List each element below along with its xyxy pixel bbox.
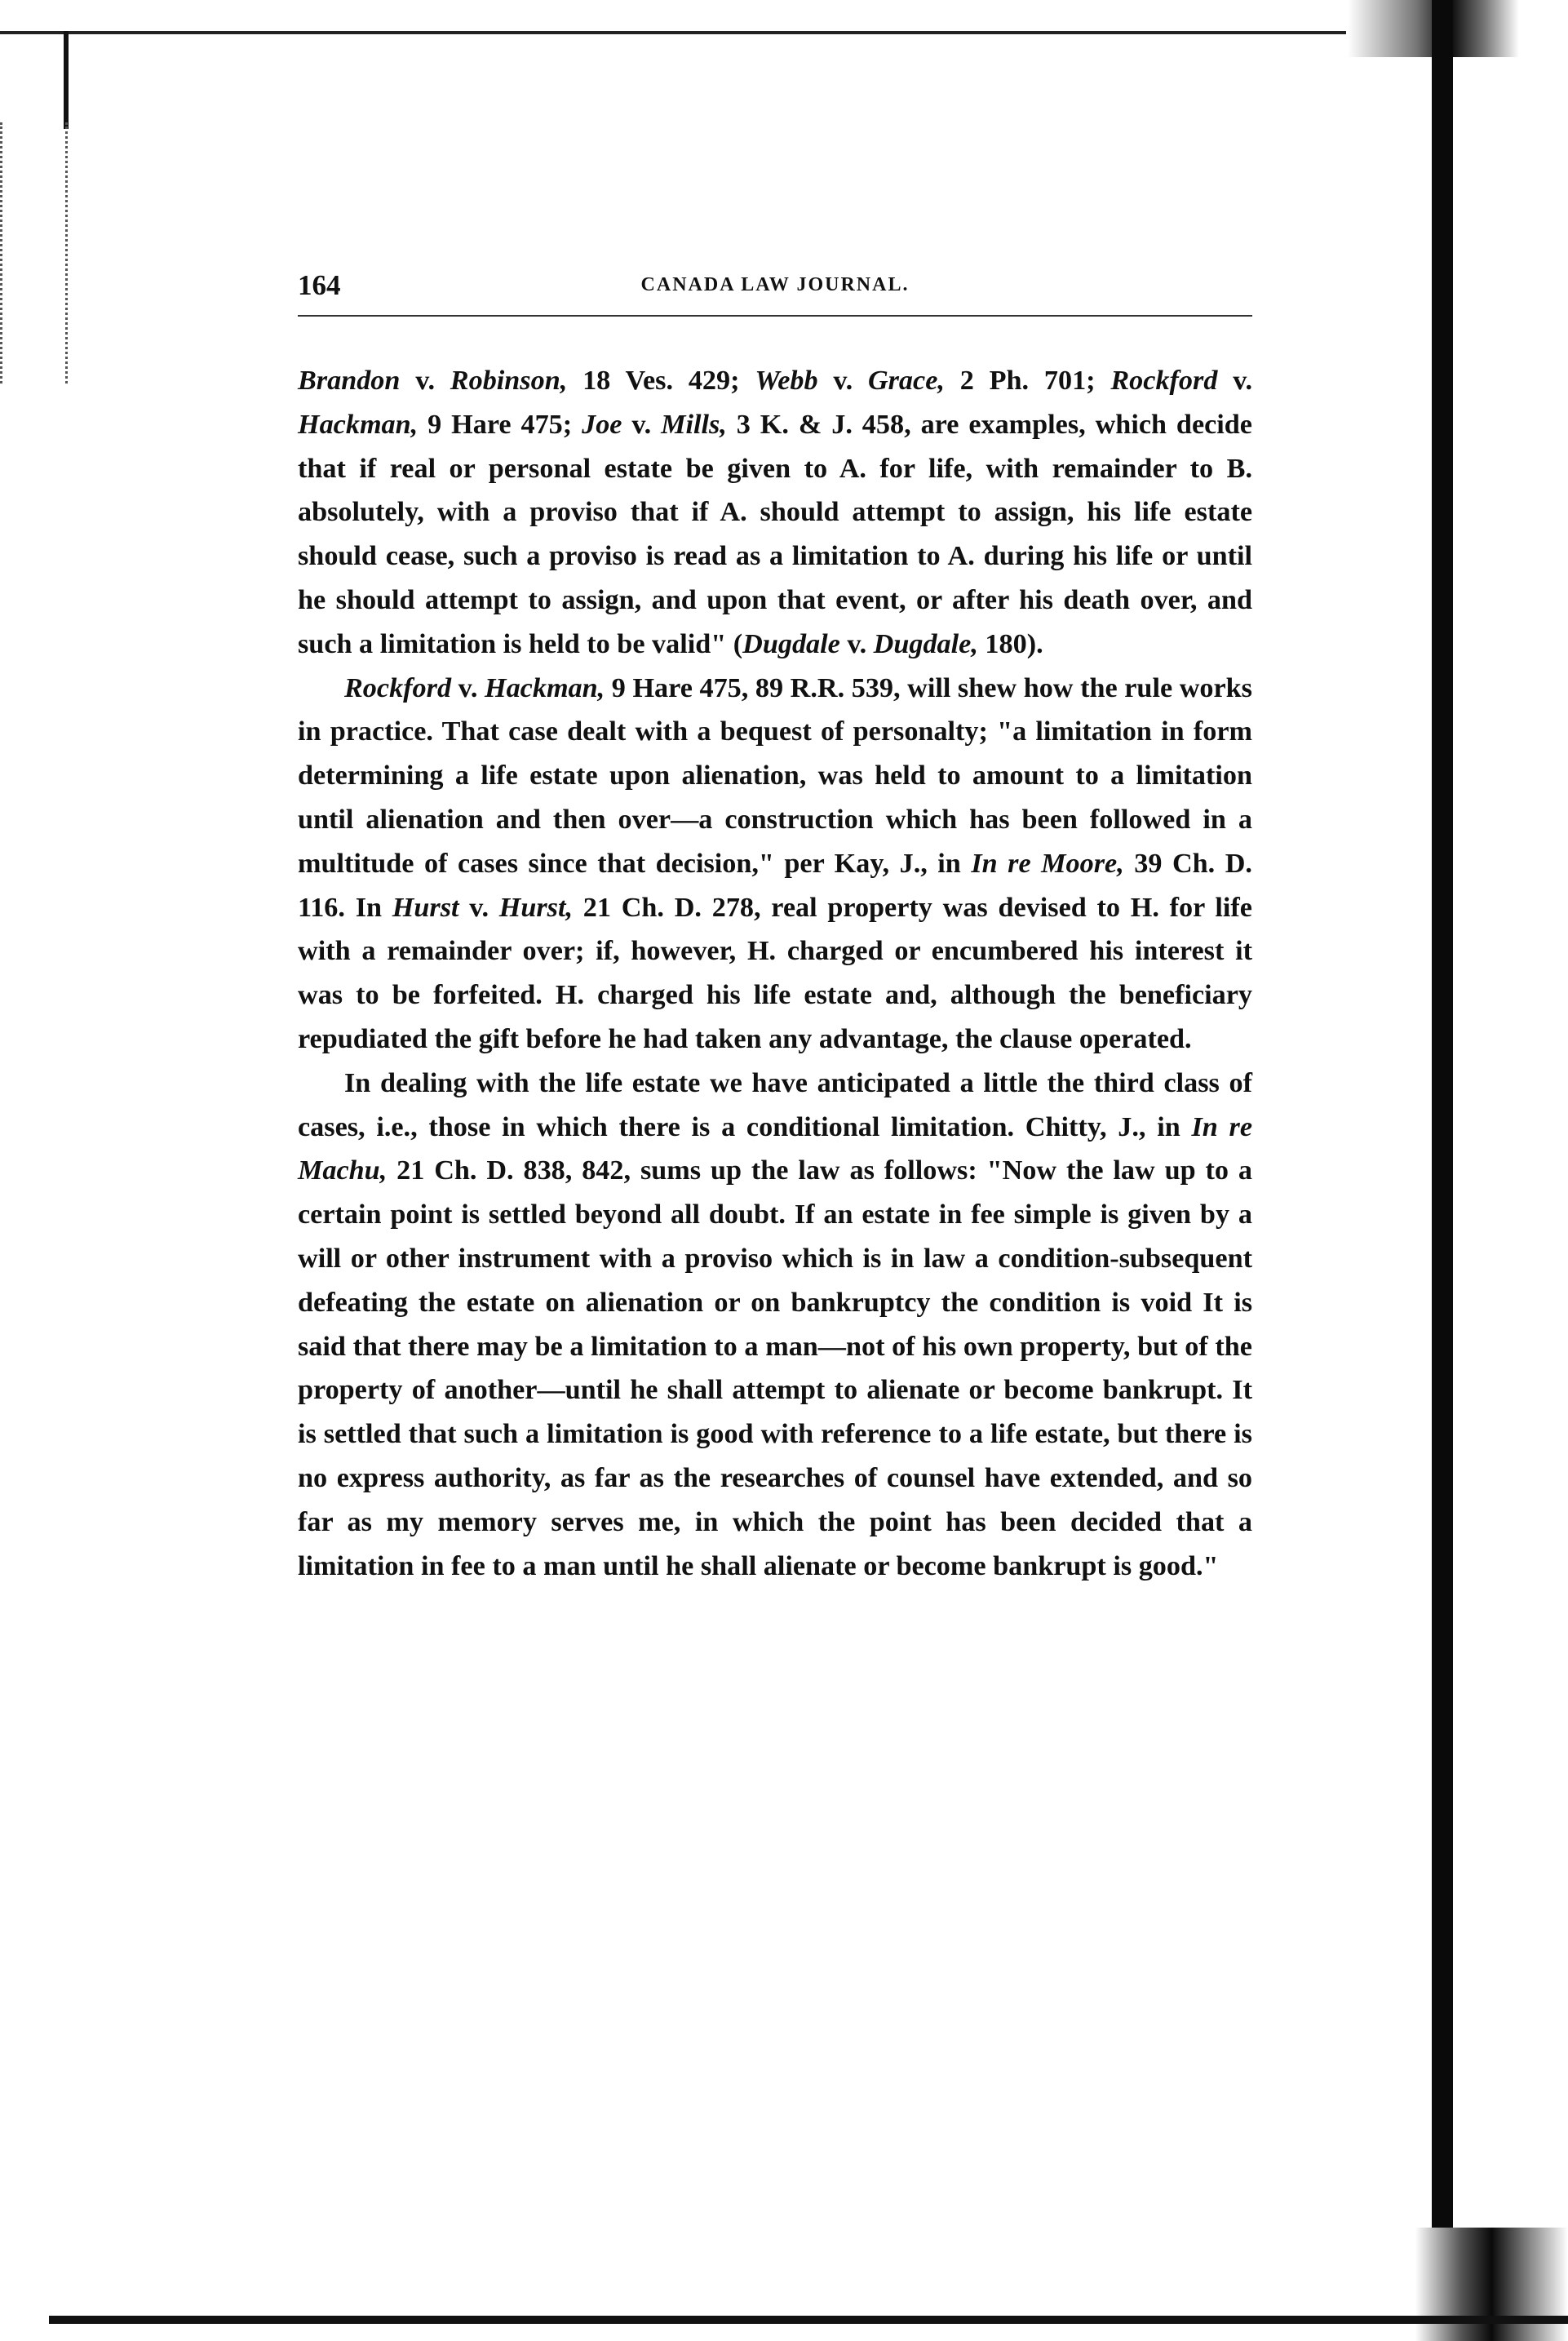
scan-binding-bottom bbox=[1415, 2228, 1568, 2341]
scan-edge-left-dots bbox=[0, 122, 5, 384]
paragraph-text: 39 Ch. D. 116. In bbox=[298, 848, 1252, 923]
case-citation-italic: Hackman, bbox=[298, 409, 419, 440]
paragraph-text: 9 Hare 475, 89 R.R. 539, will shew how the rule works in practice. That case dealt with a bequest of personalty; "a limitation in form determining a life estate upon alienation, was held to amount to a limitation until alienation and then over—a construction which has been followed in a multitude of cases since that decision," per Kay, J., in bbox=[298, 672, 1252, 879]
paragraph-text: In dealing with the life estate we have anticipated a little the third class of cases, i.e., those in which there is a conditional limitation. Chitty, J., in bbox=[298, 1067, 1252, 1142]
case-citation-italic: In re Moore, bbox=[971, 848, 1124, 879]
case-citation-italic: Hurst, bbox=[498, 892, 574, 923]
paragraph-text: 18 Ves. 429; bbox=[567, 366, 755, 396]
paragraph-text: v. bbox=[622, 409, 662, 440]
paragraph-text: 180). bbox=[977, 628, 1043, 659]
paragraph-text: 2 Ph. 701; bbox=[944, 366, 1111, 396]
case-citation-italic: Webb bbox=[755, 366, 818, 396]
scan-edge-bottom bbox=[49, 2316, 1568, 2324]
body-paragraph bbox=[298, 1062, 1252, 1589]
paragraph-text: v. bbox=[1217, 366, 1252, 396]
page-number: 164 bbox=[298, 269, 341, 301]
case-citation-italic: Brandon bbox=[298, 366, 401, 396]
paragraph-text: v. bbox=[839, 628, 874, 659]
paragraph-text: 21 Ch. D. 838, 842, sums up the law as follows: "Now the law up to a certain point is settled beyond all doubt. If an estate in fee simple is given by a will or other instrument with a proviso which is in law a condition-subsequent defeating the estate on alienation or on bankruptcy the condition is void It is said that there may be a limitation to a man—not of his own property, but of the property of another—until he shall attempt to alienate or become bankrupt. It is settled that such a limitation is good with reference to a life estate, but there is no express authority, as far as the researches of counsel have extended, and so far as my memory serves me, in which the point has been decided that a limitation in fee to a man until he shall alienate or become bankrupt is good." bbox=[298, 1155, 1252, 1581]
running-head bbox=[298, 269, 1252, 317]
case-citation-italic: Grace, bbox=[867, 366, 945, 396]
scan-edge-left-dots-inner bbox=[65, 122, 70, 384]
paragraph-text: v. bbox=[817, 366, 868, 396]
paragraph-text: v. bbox=[451, 672, 485, 703]
case-citation-italic: Dugdale bbox=[742, 628, 840, 659]
case-citation-italic: Joe bbox=[582, 409, 622, 440]
paragraph-text: 21 Ch. D. 278, real property was devised to H. for life with a remainder over; if, however, H. charged or encumbered his interest it was to be forfeited. H. charged his life estate and, although the beneficiary repudiated the gift before he had taken any advantage, the clause operated. bbox=[298, 892, 1252, 1054]
journal-page bbox=[298, 269, 1252, 1588]
body-paragraph bbox=[298, 359, 1252, 667]
case-citation-italic: Hackman, bbox=[484, 672, 605, 703]
scan-edge-left bbox=[64, 31, 69, 129]
paragraph-text: v. bbox=[400, 366, 450, 396]
case-citation-italic: In re Machu, bbox=[298, 1111, 1252, 1186]
journal-title: CANADA LAW JOURNAL. bbox=[640, 274, 910, 295]
scan-binding-edge bbox=[1432, 0, 1453, 2341]
body-paragraph bbox=[298, 667, 1252, 1062]
scan-edge-top bbox=[0, 31, 1346, 34]
case-citation-italic: Robinson, bbox=[450, 366, 568, 396]
case-citation-italic: Mills, bbox=[661, 409, 727, 440]
case-citation-italic: Dugdale, bbox=[873, 628, 978, 659]
paragraph-text: 9 Hare 475; bbox=[418, 409, 582, 440]
case-citation-italic: Rockford bbox=[1110, 366, 1218, 396]
case-citation-italic: Hurst bbox=[392, 892, 459, 923]
paragraph-text: v. bbox=[458, 892, 499, 923]
case-citation-italic: Rockford bbox=[344, 672, 452, 703]
paragraph-text: 3 K. & J. 458, are examples, which decide that if real or personal estate be given to A. for life, with remainder to B. absolutely, with a proviso that if A. should attempt to assign, his life estate should cease, such a proviso is read as a limitation to A. during his life or until he should attempt to assign, and upon that event, or after his death over, and such a limitation is held to be valid" ( bbox=[298, 409, 1252, 659]
article-body bbox=[298, 359, 1252, 1588]
